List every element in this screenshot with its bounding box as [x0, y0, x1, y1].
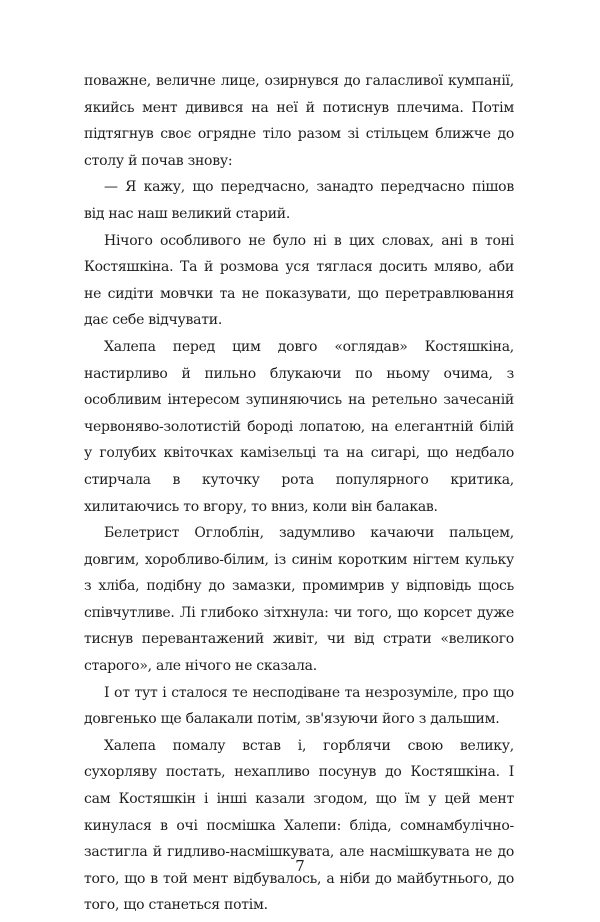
body-text	[84, 68, 514, 919]
paragraph: Халепа помалу встав і, горблячи свою велику, сухорляву постать, нехапливо посунув до Костяшкіна. І сам Костяшкін і інші казали згодом, що їм у цей мент кинулася в очі посмішка Халепи: бліда, сомнамбулічно-застигла й гидливо-насмішкувата, але насмішкувата не до того, що в той мент відбувалось, а ніби до майбутнього, до того, що станеться потім.	[84, 737, 514, 914]
paragraph-continued: поважне, величне лице, озирнувся до галасливої кумпанії, якийсь мент дивився на неї й потиснув плечима. Потім підтягнув своє огрядне тіло разом зі стільцем ближче до столу й почав знову:	[84, 73, 514, 169]
paragraph: І от тут і сталося те несподіване та незрозуміле, про що довгенько ще балакали потім, зв'язуючи його з дальшим.	[84, 684, 514, 728]
paragraph: Халепа перед цим довго «оглядав» Костяшкіна, настирливо й пильно блукаючи по ньому очима, з особливим інтересом зупиняючись на ретельно зачесаній червоняво-золотистій бороді лопатою, на елегантній білій у голубих квіточках камізельці та на сигарі, що недбало стирчала в куточку рота популярного критика, хилитаючись то вгору, то вниз, коли він балакав.	[84, 338, 514, 515]
page-number: 7	[295, 857, 305, 875]
paragraph: Нічого особливого не було ні в цих словах, ані в тоні Костяшкіна. Та й розмова уся тяглася досить мляво, аби не сидіти мовчки та не показувати, що перетравлювання дає себе відчувати.	[84, 232, 514, 329]
paragraph-dialogue: — Я кажу, що передчасно, занадто передчасно пішов від нас наш великий старий.	[84, 179, 514, 222]
paragraph: Белетрист Оглоблін, задумливо качаючи пальцем, довгим, хоробливо-білим, із синім коротким нігтем кульку з хліба, подібну до замазки, промимрив у відповідь щось співчутливе. Лі глибоко зітхнула: чи того, що корсет дуже тиснув перевантажений живіт, чи від страти «великого старого», але нічого не сказала.	[84, 525, 514, 675]
